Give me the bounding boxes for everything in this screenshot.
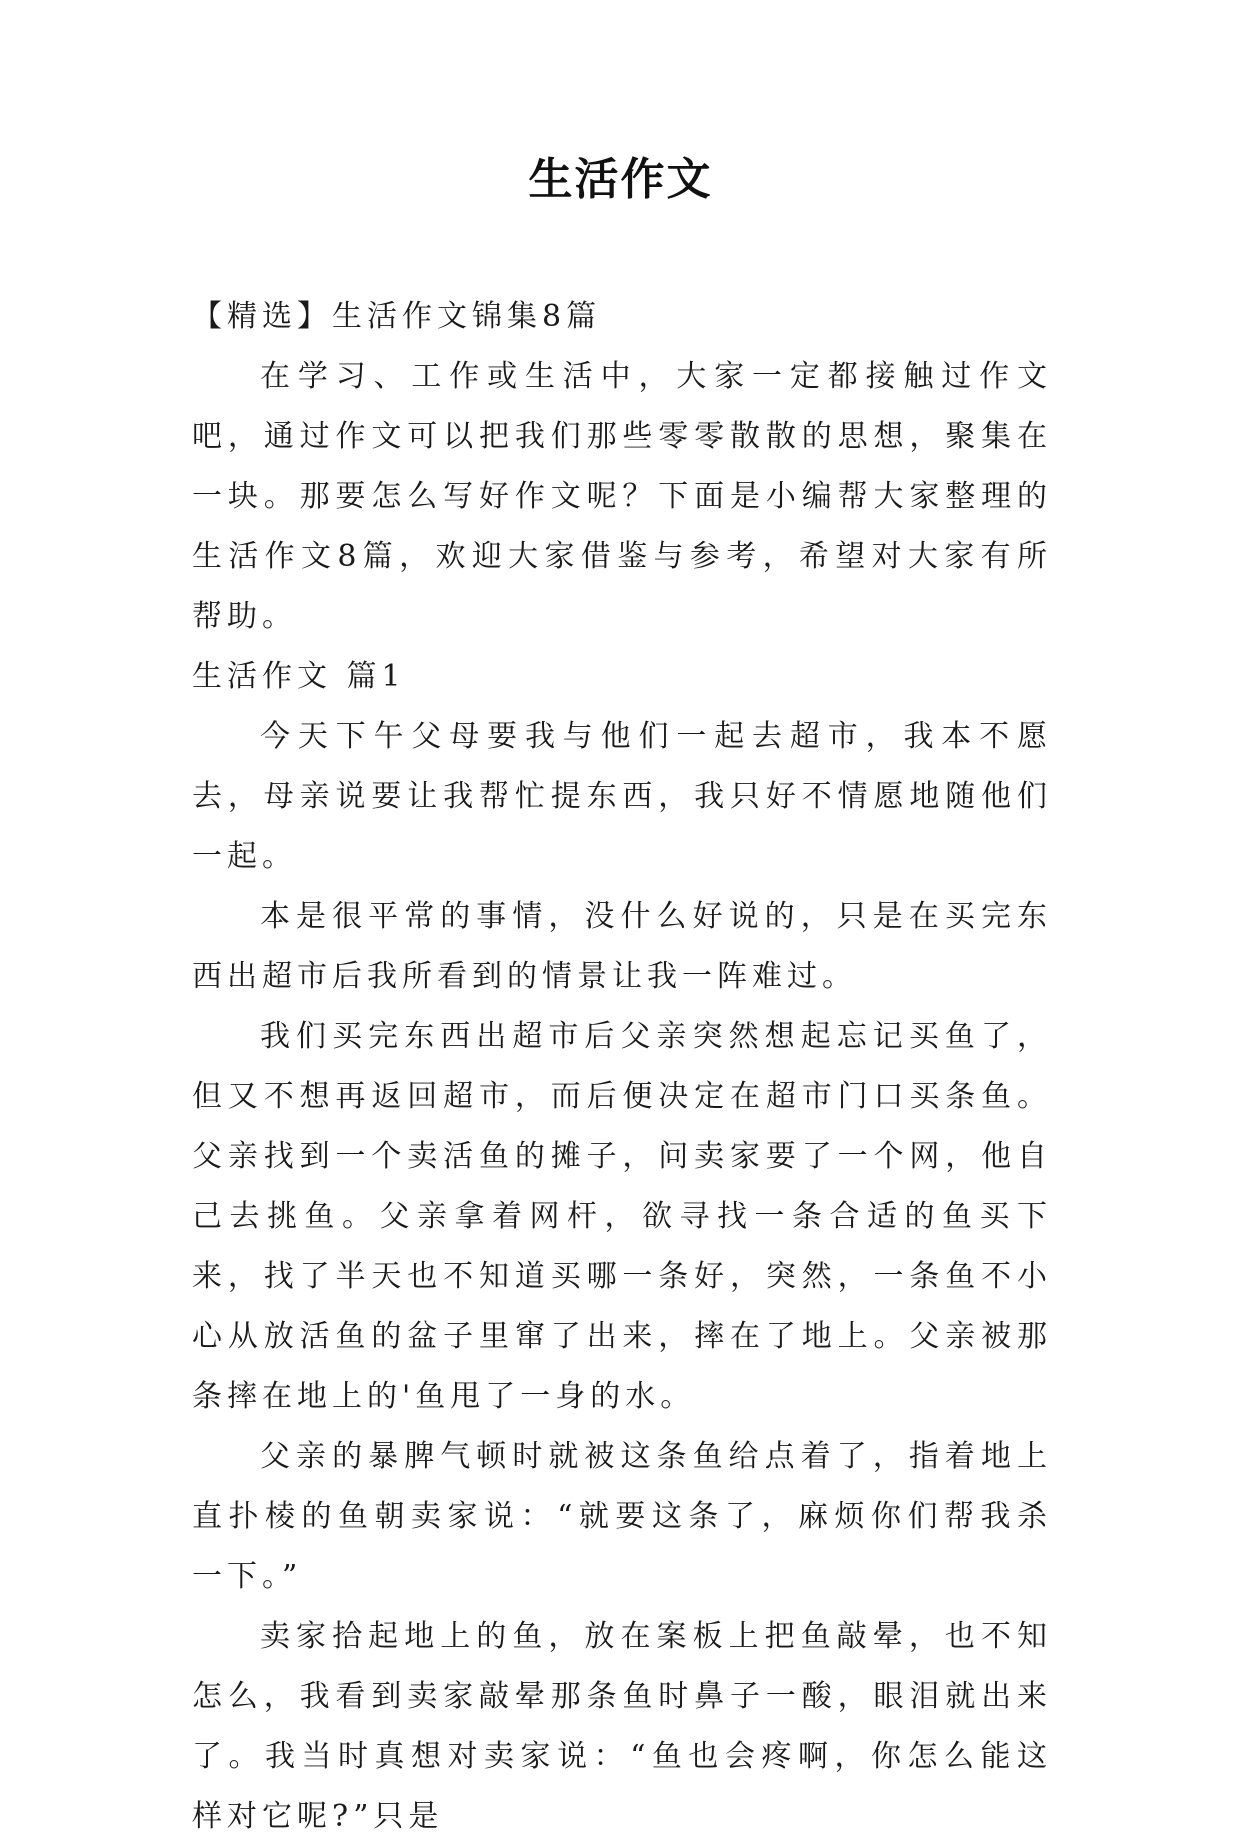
document-title: 生活作文 — [528, 154, 713, 205]
body-paragraph: 我们买完东西出超市后父亲突然想起忘记买鱼了，但又不想再返回超市，而后便决定在超市门口买条鱼。父亲找到一个卖活鱼的摊子，问卖家要了一个网，他自己去挑鱼。父亲拿着网杆，欲寻找一条合适的鱼买下来，找了半天也不知道买哪一条好，突然，一条鱼不小心从放活鱼的盆子里窜了出来，摔在了地上。父亲被那条摔在地上的'鱼甩了一身的水。 — [192, 1019, 1052, 1414]
section-heading: 生活作文 篇1 — [192, 659, 406, 694]
document-body — [192, 287, 1052, 1847]
body-paragraph: 今天下午父母要我与他们一起去超市，我本不愿去，母亲说要让我帮忙提东西，我只好不情愿地随他们一起。 — [192, 719, 1052, 874]
body-paragraph: 父亲的暴脾气顿时就被这条鱼给点着了，指着地上直扑棱的鱼朝卖家说：“就要这条了，麻烦你们帮我杀一下。” — [192, 1439, 1052, 1594]
body-paragraph: 本是很平常的事情，没什么好说的，只是在买完东西出超市后我所看到的情景让我一阵难过。 — [192, 899, 1052, 994]
intro-heading: 【精选】生活作文锦集8篇 — [192, 299, 602, 334]
intro-paragraph: 在学习、工作或生活中，大家一定都接触过作文吧，通过作文可以把我们那些零零散散的思想，聚集在一块。那要怎么写好作文呢？下面是小编帮大家整理的生活作文8篇，欢迎大家借鉴与参考，希望对大家有所帮助。 — [192, 359, 1052, 634]
body-paragraph: 卖家拾起地上的鱼，放在案板上把鱼敲晕，也不知怎么，我看到卖家敲晕那条鱼时鼻子一酸，眼泪就出来了。我当时真想对卖家说：“鱼也会疼啊，你怎么能这样对它呢?”只是 — [192, 1619, 1052, 1834]
